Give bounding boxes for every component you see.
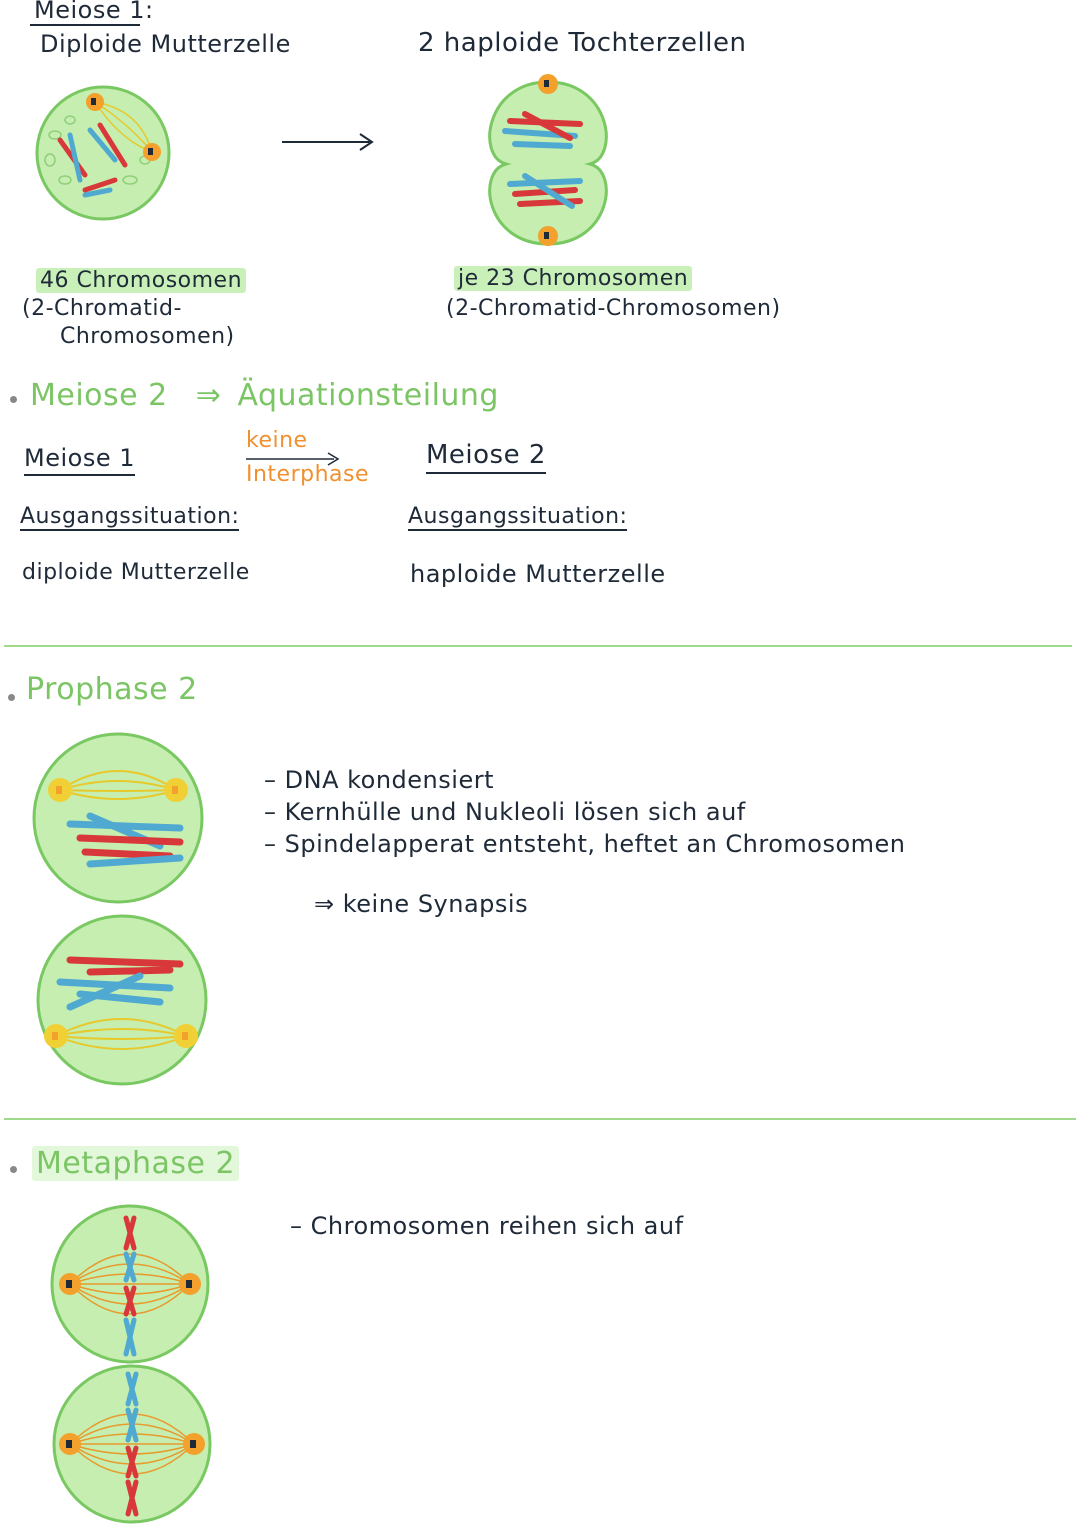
prophase2-cells-illustration bbox=[30, 732, 210, 1092]
haploid-daughter-cells-illustration bbox=[480, 66, 620, 256]
daughter-chromosome-count: je 23 Chromosomen bbox=[454, 266, 692, 291]
diploid-mother-cell-illustration bbox=[30, 80, 180, 230]
metaphase2-heading: Metaphase 2 bbox=[32, 1146, 239, 1181]
aequationsteilung: Äquationsteilung bbox=[237, 378, 499, 413]
implies-arrow: ⇒ bbox=[195, 378, 222, 413]
col2-title: Meiose 2 bbox=[426, 440, 546, 474]
mother-cell-label: Diploide Mutterzelle bbox=[40, 30, 291, 58]
metaphase2-point-1: – Chromosomen reihen sich auf bbox=[290, 1212, 684, 1240]
prophase2-point-3: – Spindelapperat entsteht, heftet an Chromosomen bbox=[264, 830, 906, 858]
mother-chromosome-type-line2: Chromosomen) bbox=[60, 324, 235, 349]
meiose2-heading: Meiose 2 ⇒ Äquationsteilung bbox=[30, 378, 499, 413]
prophase2-point-2: – Kernhülle und Nukleoli lösen sich auf bbox=[264, 798, 746, 826]
daughter-chromosome-type: (2-Chromatid-Chromosomen) bbox=[446, 296, 781, 321]
title-underline bbox=[30, 24, 140, 26]
prophase2-point-1: – DNA kondensiert bbox=[264, 766, 494, 794]
mother-chromosome-type-line1: (2-Chromatid- bbox=[22, 296, 182, 321]
start-value-2: haploide Mutterzelle bbox=[410, 560, 666, 588]
section-divider bbox=[4, 1118, 1076, 1120]
bullet bbox=[8, 694, 15, 701]
transition-keine: keine bbox=[246, 428, 308, 453]
meiose1-title: Meiose 1: bbox=[34, 0, 154, 24]
transition-interphase: Interphase bbox=[246, 462, 370, 487]
start-label-2: Ausgangssituation: bbox=[408, 504, 628, 529]
bullet bbox=[10, 1166, 17, 1173]
start-label-1: Ausgangssituation: bbox=[20, 504, 240, 529]
col1-title: Meiose 1 bbox=[24, 444, 135, 476]
prophase2-heading: Prophase 2 bbox=[26, 672, 198, 707]
transition-arrow bbox=[282, 132, 382, 152]
section-divider bbox=[4, 645, 1072, 647]
daughter-cells-label: 2 haploide Tochterzellen bbox=[418, 28, 747, 58]
bullet bbox=[10, 396, 17, 403]
start-value-1: diploide Mutterzelle bbox=[22, 560, 250, 585]
prophase2-conclusion: ⇒ keine Synapsis bbox=[314, 890, 529, 918]
mother-chromosome-count: 46 Chromosomen bbox=[36, 268, 246, 293]
metaphase2-cells-illustration bbox=[50, 1204, 220, 1526]
